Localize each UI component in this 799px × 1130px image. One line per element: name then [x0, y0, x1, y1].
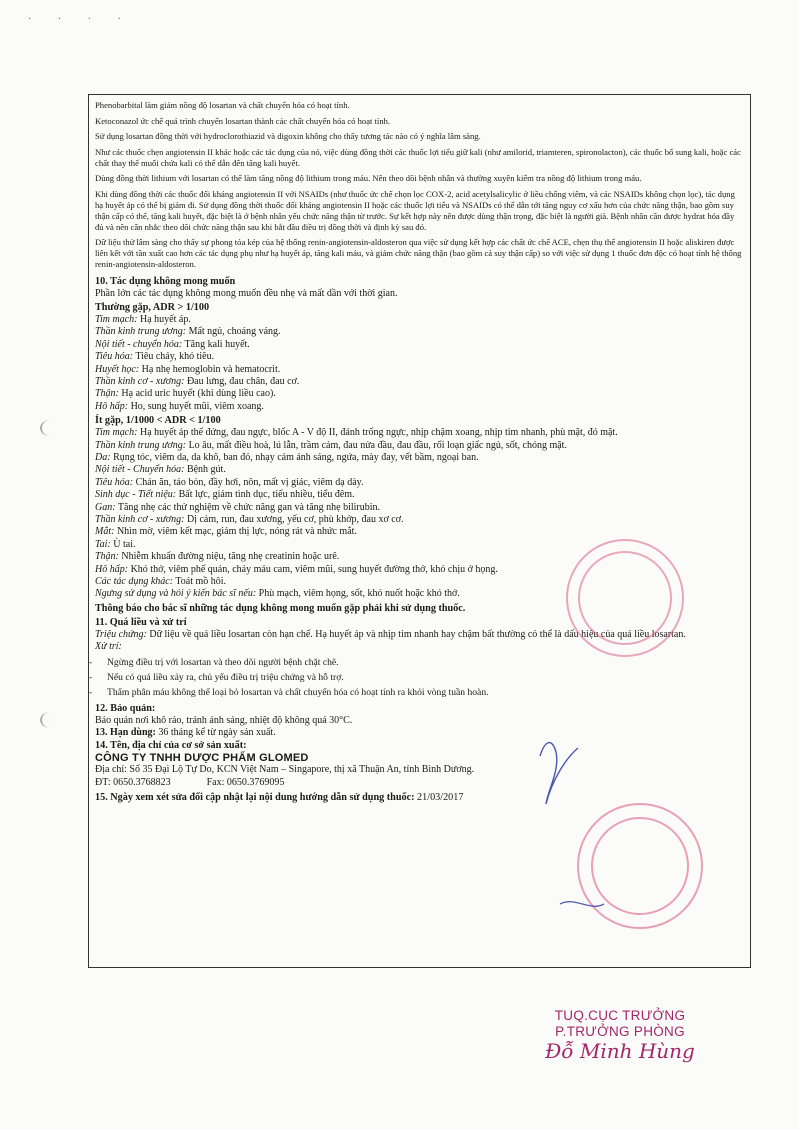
- notice-text: Thông báo cho bác sĩ những tác dụng không mong muốn gặp phải khi sử dụng thuốc.: [95, 602, 466, 614]
- effect-category: Tiêu hóa:: [95, 351, 134, 363]
- treatment-item: - Thẩm phân máu không thể loại bỏ losartan và chất chuyển hóa có hoạt tính ra khỏi vòng tuần hoàn.: [95, 687, 745, 699]
- effect-line: [95, 489, 745, 501]
- effect-description: Bất lực, giảm tình dục, tiểu nhiều, tiểu đêm.: [176, 489, 355, 501]
- effect-line: [95, 314, 745, 326]
- effect-description: Rụng tóc, viêm da, da khô, ban đỏ, nhạy cảm ánh sáng, ngứa, mày đay, vết bầm, ngoại ban.: [110, 451, 479, 463]
- revision-line: [95, 791, 745, 804]
- storage-section: [95, 702, 745, 727]
- interaction-paragraph: Dùng đồng thời lithium với losartan có thể làm tăng nồng độ lithium trong máu. Nên theo dõi bệnh nhân và thường xuyên kiểm tra nồng độ lithium trong máu.: [95, 173, 642, 183]
- section-heading: 11. Quá liều và xử trí: [95, 616, 187, 628]
- effect-line: [95, 588, 745, 600]
- effect-description: Ù tai.: [110, 538, 136, 550]
- effect-description: Dị cảm, run, đau xương, yếu cơ, phù khớp, đau xơ cơ.: [184, 514, 404, 525]
- effect-category: Thận:: [95, 388, 119, 400]
- effect-category: Thần kinh trung ương:: [95, 439, 187, 451]
- approval-subtitle: P.TRƯỞNG PHÒNG: [555, 1024, 685, 1039]
- effect-category: Tiêu hóa:: [95, 476, 134, 488]
- effect-line: [95, 364, 745, 376]
- effect-line: [95, 351, 745, 363]
- effect-description: Hạ nhẹ hemoglobin và hematocrit.: [139, 363, 281, 375]
- effect-description: Khó thở, viêm phế quản, chảy máu cam, viêm mũi, sung huyết đường thở, khó chịu ở họng.: [128, 563, 498, 575]
- section-heading: 13. Hạn dùng:: [95, 727, 156, 739]
- effect-description: Đau lưng, đau chân, đau cơ.: [184, 375, 300, 387]
- effect-description: Hạ acid uric huyết (khi dùng liều cao).: [118, 388, 276, 400]
- interaction-paragraph: Khi dùng đồng thời các thuốc đối kháng angiotensin II với NSAIDs (như thuốc ức chế chọn lọc COX-2, acid acetylsalicylic ở liều chống viêm, và các NSAIDs không chọn lọc), tác dụng hạ huyết áp có thể bị giảm đi. Sử dụng đồng thời thuốc đối kháng angiotensin II hoặc các thuốc lợi tiểu và NSAIDs có thể dẫn tới tăng nguy cơ xấu hơn của chức năng thận, bao gồm suy thận cấp có thể, tăng kali huyết, đặc biệt là ở bệnh nhân yếu chức năng thận từ trước. Sự kết hợp này nên được dùng thận trọng, đặc biệt là người già. Bệnh nhân cần được hydrat hóa đầy đủ và nên cân nhắc theo dõi chức năng thận sau khi bắt đầu điều trị đồng thời và định kỳ sau đó.: [95, 188, 735, 232]
- revision-date: 21/03/2017: [414, 792, 464, 804]
- overdose-section: [95, 616, 745, 699]
- leaflet-content: [95, 100, 745, 804]
- effect-category: Nội tiết - Chuyển hóa:: [95, 464, 185, 476]
- company-address: Địa chỉ: Số 35 Đại Lộ Tự Do, KCN Việt Nam – Singapore, thị xã Thuận An, tỉnh Bình Dương.: [95, 764, 475, 776]
- shelf-life-text: 36 tháng kể từ ngày sản xuất.: [155, 727, 276, 739]
- interactions-section: [95, 100, 745, 270]
- company-fax: Fax: 0650.3769095: [206, 776, 285, 788]
- scan-specks: · · · ·: [28, 14, 133, 25]
- treatment-item: - Ngừng điều trị với losartan và theo dõi người bệnh chặt chẽ.: [95, 657, 745, 669]
- effect-line: [95, 440, 745, 452]
- effect-line: [95, 564, 745, 576]
- effect-description: Hạ huyết áp.: [137, 313, 191, 325]
- effect-category: Nội tiết - chuyển hóa:: [95, 338, 183, 350]
- effect-description: Nhiễm khuẩn đường niệu, tăng nhẹ creatinin hoặc urê.: [118, 551, 340, 563]
- effect-line: [95, 576, 745, 588]
- common-effects-list: [95, 314, 745, 413]
- effect-description: Ho, sung huyết mũi, viêm xoang.: [128, 400, 264, 412]
- effect-description: Chán ăn, táo bón, đầy hơi, nôn, mất vị giác, viêm dạ dày.: [133, 476, 364, 488]
- effect-category: Gan:: [95, 501, 116, 513]
- section-heading: 12. Bảo quản:: [95, 702, 156, 714]
- shelf-life-line: [95, 727, 745, 739]
- symptom-line: [95, 629, 745, 641]
- effect-category: Sinh dục - Tiết niệu:: [95, 489, 177, 501]
- treatment-label: Xử trí:: [95, 641, 122, 653]
- company-phone: ĐT: 0650.3768823: [95, 776, 171, 788]
- effect-line: [95, 388, 745, 400]
- effect-category: Thần kinh trung ương:: [95, 326, 187, 338]
- approval-title: TUQ.CỤC TRƯỞNG: [554, 1008, 686, 1023]
- side-effects-section: [95, 275, 745, 615]
- effect-category: Thần kinh cơ - xương:: [95, 514, 185, 525]
- effect-line: [95, 477, 745, 489]
- effect-description: Bệnh gút.: [184, 464, 226, 476]
- side-effects-intro: Phần lớn các tác dụng không mong muốn đều nhẹ và mất dần với thời gian.: [95, 287, 398, 299]
- symptom-text: Dữ liệu về quá liều losartan còn hạn chế. Hạ huyết áp và nhịp tim nhanh hay chậm bất thường có thể là dấu hiệu của quá liều losartan.: [146, 628, 686, 640]
- effect-description: Nhìn mờ, viêm kết mạc, giảm thị lực, nóng rát và nhức mắt.: [114, 526, 357, 538]
- storage-text: Bảo quản nơi khô ráo, tránh ánh sáng, nhiệt độ không quá 30°C.: [95, 714, 353, 726]
- effect-line: [95, 401, 745, 413]
- section-heading: 14. Tên, địa chỉ của cơ sở sản xuất:: [95, 740, 247, 752]
- effect-line: [95, 464, 745, 476]
- effect-line: [95, 539, 745, 551]
- effect-line: [95, 427, 745, 439]
- common-heading: Thường gặp, ADR > 1/100: [95, 301, 210, 313]
- manufacturer-section: [95, 739, 745, 789]
- effect-category: Hô hấp:: [95, 563, 129, 575]
- effect-line: [95, 339, 745, 351]
- company-name: CÔNG TY TNHH DƯỢC PHẨM GLOMED: [95, 752, 309, 765]
- symptom-label: Triệu chứng:: [95, 628, 147, 640]
- effect-line: [95, 526, 745, 538]
- effect-category: Các tác dụng khác:: [95, 576, 174, 588]
- effect-category: Ngưng sử dụng và hỏi ý kiến bác sĩ nếu:: [95, 588, 257, 600]
- effect-line: [95, 502, 745, 514]
- company-contact: [95, 777, 745, 789]
- punch-hole-mark: [40, 712, 60, 728]
- effect-category: Thần kinh cơ - xương:: [95, 375, 185, 387]
- signatory-name: Đỗ Minh Hùng: [545, 1039, 695, 1063]
- effect-description: Tăng kali huyết.: [182, 338, 250, 350]
- uncommon-heading: Ít gặp, 1/1000 < ADR < 1/100: [95, 415, 221, 427]
- interaction-paragraph: Phenobarbital làm giảm nồng độ losartan và chất chuyển hóa có hoạt tính.: [95, 100, 350, 110]
- treatment-item: - Nếu có quá liều xảy ra, chủ yếu điều trị triệu chứng và hỗ trợ.: [95, 672, 745, 684]
- effect-category: Thận:: [95, 551, 119, 563]
- effect-line: [95, 376, 745, 388]
- punch-hole-mark: [40, 420, 60, 436]
- section-heading: 10. Tác dụng không mong muốn: [95, 275, 236, 287]
- effect-description: Mất ngủ, choáng váng.: [186, 326, 281, 338]
- effect-description: Hạ huyết áp thế đứng, đau ngực, blốc A - V độ II, đánh trống ngực, nhịp chậm xoang, nhịp tim nhanh, phù mặt, đỏ mặt.: [137, 427, 618, 439]
- uncommon-effects-list: [95, 427, 745, 601]
- effect-category: Huyết học:: [95, 363, 140, 375]
- interaction-paragraph: Ketoconazol ức chế quá trình chuyển losartan thành các chất chuyển hóa có hoạt tính.: [95, 115, 391, 126]
- effect-category: Da:: [95, 451, 111, 463]
- effect-category: Mắt:: [95, 526, 115, 538]
- effect-line: [95, 326, 745, 338]
- effect-description: Lo âu, mất điều hoà, lú lẫn, trầm cảm, đau nửa đầu, đau đầu, rối loạn giấc ngủ, sốt, chóng mặt.: [186, 439, 567, 451]
- effect-category: Hô hấp:: [95, 400, 129, 412]
- effect-category: Tim mạch:: [95, 313, 138, 325]
- interaction-paragraph: Dữ liệu thử lâm sàng cho thấy sự phong tỏa kép của hệ thống renin-angiotensin-aldosteron qua việc sử dụng kết hợp các chất ức chế ACE, chẹn thụ thể angiotensin II hoặc aliskiren được liên kết với tần xuất cao hơn các tác dụng phụ như hạ huyết áp, tăng kali máu, và giảm chức năng thận (bao gồm cả suy thận cấp) so với việc sử dụng 1 thuốc đơn độc có hoạt tính hệ thống renin-angiotensin-aldosteron.: [95, 237, 742, 269]
- effect-line: [95, 452, 745, 464]
- effect-description: Phù mạch, viêm họng, sốt, khó nuốt hoặc khó thở.: [256, 588, 460, 600]
- approval-signature-block: [520, 1008, 720, 1063]
- interaction-paragraph: Như các thuốc chẹn angiotensin II khác hoặc các tác dụng của nó, việc dùng đồng thời các thuốc lợi tiểu giữ kali (như amilorid, triamteren, spironolacton), các thuốc bổ sung kali, hoặc các chất thay thế muối chứa kali có thể dẫn đến tăng kali huyết.: [95, 146, 741, 168]
- effect-category: Tim mạch:: [95, 427, 138, 439]
- effect-description: Tiêu chảy, khó tiêu.: [133, 351, 215, 363]
- effect-category: Tai:: [95, 538, 111, 550]
- interaction-paragraph: Sử dụng losartan đồng thời với hydroclorothiazid và digoxin không cho thấy tương tác nào có ý nghĩa lâm sàng.: [95, 131, 481, 141]
- effect-line: [95, 514, 745, 526]
- section-heading: 15. Ngày xem xét sửa đổi cập nhật lại nội dung hướng dẫn sử dụng thuốc:: [95, 792, 415, 804]
- effect-description: Tăng nhẹ các thử nghiệm về chức năng gan và tăng nhẹ bilirubin.: [115, 501, 381, 513]
- effect-line: [95, 551, 745, 563]
- effect-description: Toát mồ hôi.: [173, 576, 227, 588]
